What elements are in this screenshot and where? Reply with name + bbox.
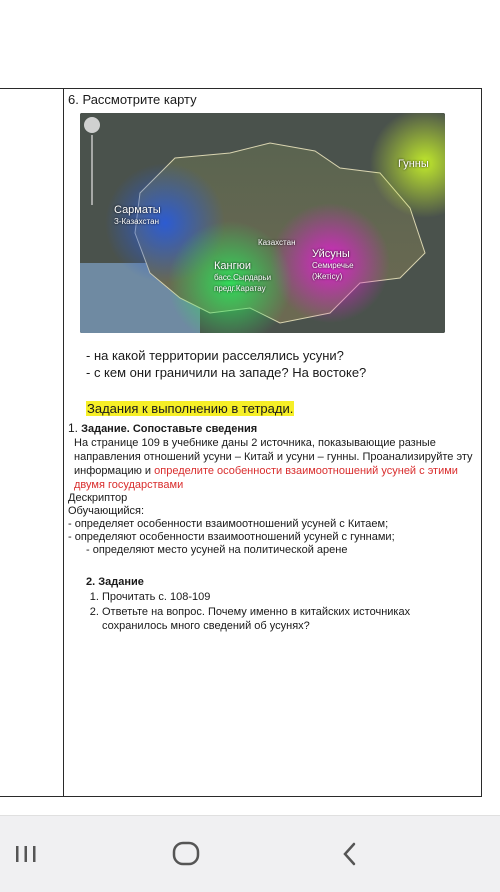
home-button[interactable]	[166, 838, 206, 870]
recent-apps-icon	[13, 843, 39, 865]
task-2-title: 2. Задание	[86, 576, 144, 588]
map-label-gunny: Гунны	[398, 158, 429, 170]
back-button[interactable]	[330, 838, 370, 870]
task-1-title: Задание. Сопоставьте сведения	[81, 423, 258, 435]
map-label-usuny: Уйсуны Семиречье (Жетісу)	[312, 248, 354, 281]
map-label-sarmaty: Сарматы З-Казахстан	[114, 204, 161, 226]
task-1-red-text: определите особенности взаимоотношений усуней с этими двумя государствами	[74, 465, 458, 491]
task-1	[68, 421, 478, 492]
home-icon	[171, 841, 201, 867]
question-1: - на какой территории расселялись усуни?	[86, 348, 344, 363]
question-2: - с кем они граничили на западе? На востоке?	[86, 365, 367, 380]
top-bar	[0, 0, 500, 31]
criteria-item: - определяют особенности взаимоотношений усуней с гуннами;	[68, 531, 395, 543]
notebook-title: Задания к выполнению в тетради.	[87, 401, 294, 416]
system-nav-bar	[0, 815, 500, 892]
task-2-item: 2. Ответьте на вопрос. Почему именно в китайских источниках сохранилось много сведений об усунях?	[102, 605, 478, 633]
map-label-kazakhstan: Казахстан	[258, 238, 296, 247]
document-page	[0, 30, 500, 815]
column-divider	[63, 88, 64, 797]
map-image	[80, 113, 445, 333]
task-cell	[68, 92, 478, 634]
task-2-list	[86, 590, 478, 633]
back-icon	[340, 841, 360, 867]
criteria-item: - определяют место усуней на политической арене	[86, 544, 348, 556]
task-2-item: 1. Прочитать с. 108-109	[102, 590, 478, 604]
section-heading: 6. Рассмотрите карту	[68, 92, 197, 107]
map-zoom-control[interactable]	[84, 117, 100, 133]
task-2	[86, 575, 478, 633]
task-1-text: На странице 109 в учебнике даны 2 источника, показывающие разные направления отношений усуни – Китай и усуни – гунны. Проанализируйте эту информацию и определите особенности взаимоотношений усуней с этими двумя государствами	[74, 437, 473, 491]
student-label: Обучающийся:	[68, 505, 145, 517]
map-zoom-slider[interactable]	[91, 135, 93, 205]
map-sublabel-sarmaty: З-Казахстан	[114, 217, 159, 226]
recent-apps-button[interactable]	[6, 838, 46, 870]
map-label-kangyui: Кангюи басс.Сырдарьи предг.Каратау	[214, 260, 272, 293]
task-1-number: 1.	[68, 421, 79, 435]
map-questions	[86, 347, 478, 381]
descriptor-label: Дескриптор	[68, 492, 128, 504]
criteria-item: - определяет особенности взаимоотношений усуней с Китаем;	[68, 518, 389, 530]
